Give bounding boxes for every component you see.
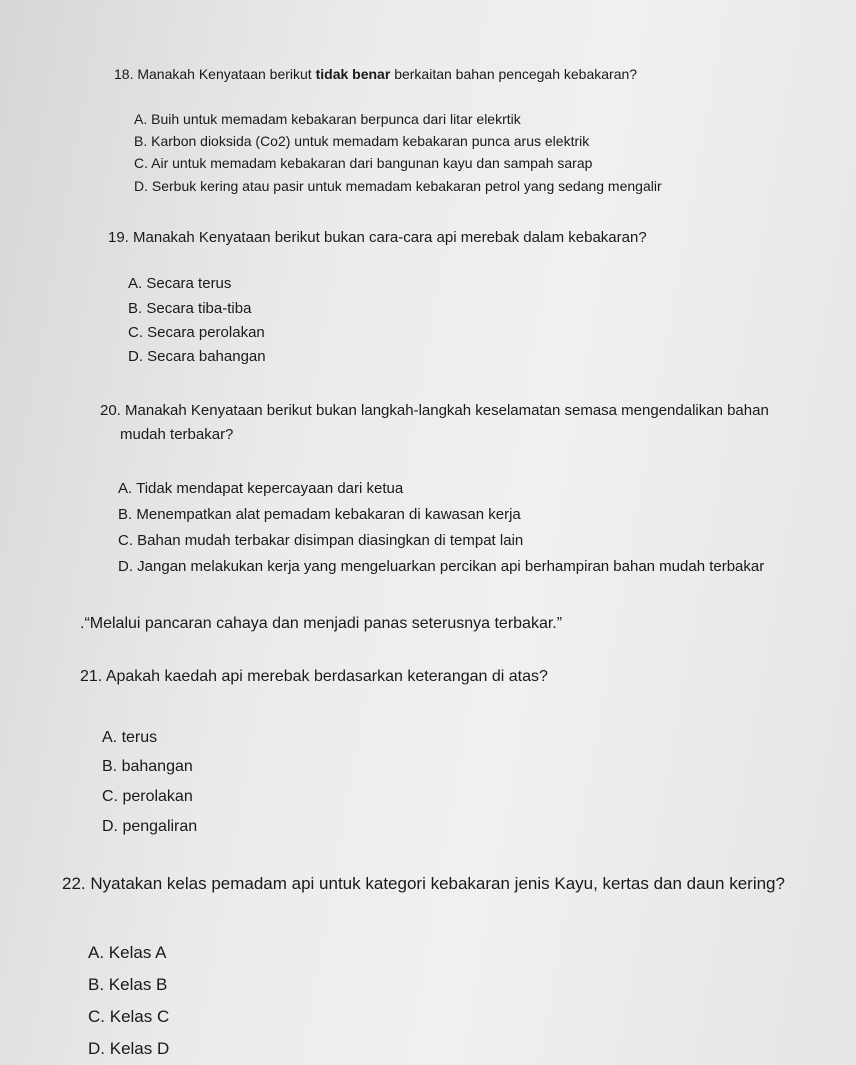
- option-20-a[interactable]: A. Tidak mendapat kepercayaan dari ketua: [118, 480, 404, 497]
- option-21-b[interactable]: B. bahangan: [102, 758, 193, 775]
- option-20-d[interactable]: D. Jangan melakukan kerja yang mengeluarkan percikan api berhampiran bahan mudah terbakar: [118, 558, 765, 575]
- option-18-a[interactable]: A. Buih untuk memadam kebakaran berpunca dari litar elekrtik: [134, 111, 521, 127]
- question-20: [100, 402, 769, 419]
- option-22-d[interactable]: D. Kelas D: [88, 1039, 170, 1058]
- question-number: 20.: [100, 402, 121, 419]
- question-text: Manakah Kenyataan berikut: [137, 66, 312, 82]
- option-19-a[interactable]: A. Secara terus: [128, 275, 232, 292]
- question-19: [108, 229, 647, 246]
- question-emphasis: tidak benar: [315, 66, 391, 82]
- option-21-d[interactable]: D. pengaliran: [102, 818, 198, 835]
- option-22-b[interactable]: B. Kelas B: [88, 975, 168, 994]
- question-number: 21.: [80, 668, 103, 685]
- option-19-d[interactable]: D. Secara bahangan: [128, 348, 266, 365]
- option-19-c[interactable]: C. Secara perolakan: [128, 324, 265, 341]
- question-22: [62, 874, 785, 894]
- question-18: [114, 66, 637, 82]
- question-text: Apakah kaedah api merebak berdasarkan keterangan di atas?: [105, 668, 548, 685]
- option-18-b[interactable]: B. Karbon dioksida (Co2) untuk memadam kebakaran punca arus elektrik: [134, 133, 590, 149]
- question-number: 18.: [114, 66, 134, 82]
- question-20-continuation: mudah terbakar?: [120, 426, 234, 443]
- option-22-c[interactable]: C. Kelas C: [88, 1007, 170, 1026]
- question-21: [80, 668, 548, 686]
- option-21-c[interactable]: C. perolakan: [102, 788, 193, 805]
- question-text: Manakah Kenyataan berikut bukan cara-cara api merebak dalam kebakaran?: [133, 229, 647, 246]
- option-18-c[interactable]: C. Air untuk memadam kebakaran dari bangunan kayu dan sampah sarap: [134, 155, 593, 171]
- option-20-b[interactable]: B. Menempatkan alat pemadam kebakaran di kawasan kerja: [118, 506, 521, 523]
- option-21-a[interactable]: A. terus: [102, 729, 158, 746]
- question-number: 19.: [108, 229, 129, 246]
- question-text: berkaitan bahan pencegah kebakaran?: [394, 66, 638, 82]
- question-text: Manakah Kenyataan berikut bukan langkah-langkah keselamatan semasa mengendalikan bahan: [125, 402, 769, 419]
- option-20-c[interactable]: C. Bahan mudah terbakar disimpan diasingkan di tempat lain: [118, 532, 524, 549]
- question-number: 22.: [62, 874, 86, 893]
- option-18-d[interactable]: D. Serbuk kering atau pasir untuk memadam kebakaran petrol yang sedang mengalir: [134, 178, 662, 194]
- option-22-a[interactable]: A. Kelas A: [88, 943, 167, 962]
- quote-statement: .“Melalui pancaran cahaya dan menjadi panas seterusnya terbakar.”: [80, 615, 563, 632]
- option-19-b[interactable]: B. Secara tiba-tiba: [128, 300, 252, 317]
- question-text: Nyatakan kelas pemadam api untuk kategori kebakaran jenis Kayu, kertas dan daun kering?: [90, 874, 785, 893]
